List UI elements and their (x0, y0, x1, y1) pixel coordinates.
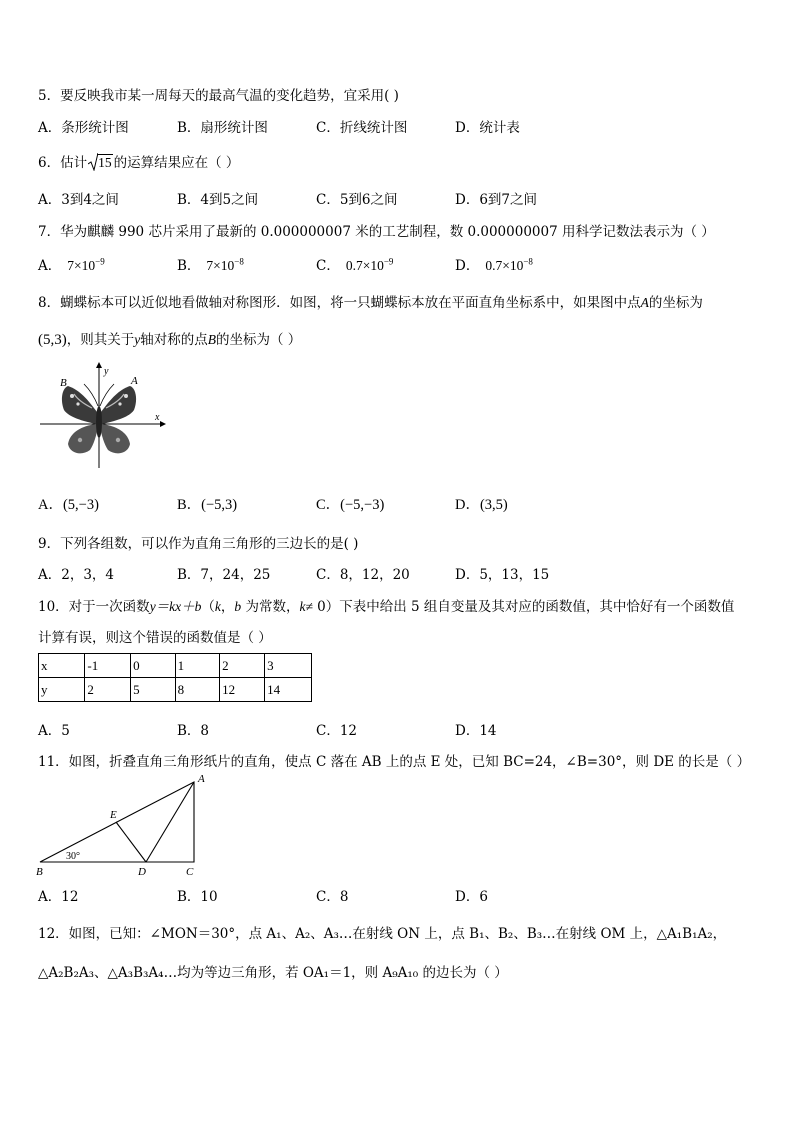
q7-stem: 7．华为麒麟 990 芯片采用了最新的 0.000000007 米的工艺制程，数 0.000000007 用科学记数法表示为（ ） (38, 224, 715, 240)
q11-option-c[interactable]: C．8 (316, 889, 349, 905)
table-cell: 8 (175, 678, 220, 702)
option-prefix: D． (455, 258, 480, 274)
fig-label-b: B (60, 377, 67, 389)
butterfly-figure (38, 360, 168, 470)
q6-option-d[interactable]: D．6到7之间 (455, 192, 538, 208)
axis-label: y (134, 332, 141, 347)
table-row-x (39, 654, 312, 678)
point-a-label: A (640, 295, 649, 310)
fig-label-a: A (198, 773, 205, 785)
table-cell: 5 (131, 678, 176, 702)
mantissa: 7 (206, 258, 214, 273)
q6-option-a[interactable]: A．3到4之间 (38, 192, 119, 208)
option-prefix: B． (177, 258, 201, 274)
fig-label-c: C (186, 866, 194, 878)
q10-stem-line1 (38, 595, 734, 615)
option-prefix: C． (316, 258, 340, 274)
q7-option-b[interactable]: B． $7\times 10^{-8}$ (177, 256, 244, 274)
table-cell: 2 (220, 654, 265, 678)
x-axis-arrow-icon (160, 421, 166, 427)
q5-option-a[interactable]: A．条形统计图 (38, 120, 129, 136)
q9-option-b[interactable]: B．7，24，25 (177, 567, 271, 583)
q5-stem: 5．要反映我市某一周每天的最高气温的变化趋势，宜采用( ) (38, 88, 399, 104)
q10-text: 为常数， (241, 599, 300, 615)
mantissa: 0.7 (485, 258, 503, 273)
q11-option-b[interactable]: B．10 (177, 889, 218, 905)
q5-option-d[interactable]: D．统计表 (455, 120, 520, 136)
q11-option-d[interactable]: D．6 (455, 889, 488, 905)
q8-stem-line2 (38, 328, 301, 349)
q10-option-a[interactable]: A．5 (38, 723, 70, 739)
var-k: k (214, 599, 221, 614)
option-prefix: A． (38, 258, 62, 274)
angle-label: 30° (66, 851, 80, 862)
segment-ed (116, 822, 146, 862)
q8-option-a[interactable]: A．(5,−3) (38, 497, 99, 513)
radical-sign-icon (88, 153, 98, 171)
table-cell: 1 (175, 654, 220, 678)
k-not-equal: k≠ (299, 599, 313, 614)
q8-text: 的坐标为（ ） (216, 332, 302, 348)
q9-option-d[interactable]: D．5，13，15 (455, 567, 550, 583)
q7-option-d[interactable]: D． $0.7\times 10^{-8}$ (455, 256, 533, 274)
q8-text: 轴对称的点 (140, 332, 208, 348)
table-cell: 0 (131, 654, 176, 678)
fig-label-d: D (138, 866, 146, 878)
q12-stem-line1: 12．如图，已知：∠MON＝30°，点 A₁、A₂、A₃…在射线 ON 上，点 B₁、B₂、B₃…在射线 OM 上，△A₁B₁A₂， (38, 926, 727, 942)
q10-text: （ (201, 599, 215, 615)
q8-option-d[interactable]: D．(3,5) (455, 497, 508, 513)
q8-text: 的坐标为 (648, 295, 703, 311)
y-axis-arrow-icon (96, 362, 102, 368)
table-cell: 2 (85, 678, 131, 702)
mantissa: 7 (67, 258, 74, 273)
q10-option-d[interactable]: D．14 (455, 723, 497, 739)
value-table (38, 653, 312, 702)
fig-label-e: E (110, 809, 117, 821)
q7-option-a[interactable]: A． $7\times 10^{-9}$ (38, 256, 105, 274)
q8-text: 8．蝴蝶标本可以近似地看做轴对称图形．如图，将一只蝴蝶标本放在平面直角坐标系中，如果图中点 (38, 295, 641, 311)
q10-text: 10．对于一次函数 (38, 599, 150, 615)
q12-stem-line2: △A₂B₂A₃、△A₃B₃A₄…均为等边三角形，若 OA₁＝1，则 A₉A₁₀ 的边长为（ ） (38, 965, 508, 981)
point-b-label: B (207, 332, 216, 347)
triangle-abc (40, 782, 194, 862)
mantissa: 0.7 (345, 258, 363, 273)
folded-triangle-figure (34, 770, 214, 880)
q9-option-c[interactable]: C．8，12，20 (316, 567, 410, 583)
q6-stem-after: 的运算结果应在（ ） (113, 155, 240, 171)
var-b: b (234, 599, 242, 614)
q10-text: 0）下表中给出 5 组自变量及其对应的函数值，其中恰好有一个函数值 (312, 599, 735, 615)
q7-option-c[interactable]: C． $0.7\times 10^{-9}$ (316, 256, 394, 274)
q9-option-a[interactable]: A．2，3，4 (38, 567, 115, 583)
function-expression: y＝kx＋b (149, 599, 202, 614)
table-cell: 3 (265, 654, 312, 678)
q10-option-b[interactable]: B．8 (177, 723, 210, 739)
table-row-y (39, 678, 312, 702)
exponent: −8 (523, 256, 533, 267)
q9-stem: 9．下列各组数，可以作为直角三角形的三边长的是( ) (38, 536, 359, 552)
q6-stem (38, 151, 239, 171)
exponent: −9 (383, 256, 394, 267)
exponent: −9 (95, 256, 105, 267)
q8-stem-line1 (38, 291, 703, 311)
q8-option-c[interactable]: C．(−5,−3) (316, 497, 385, 513)
q10-text: ， (220, 599, 235, 615)
q5-option-b[interactable]: B．扇形统计图 (177, 120, 268, 136)
sqrt-argument: 15 (98, 155, 112, 170)
q8-text: ，则其关于 (66, 332, 135, 348)
fig-label-x: x (155, 412, 160, 423)
table-cell: -1 (85, 654, 131, 678)
sqrt-expression (88, 155, 113, 171)
fig-label-a: A (131, 375, 138, 387)
table-cell: y (39, 678, 85, 702)
fig-label-b: B (36, 866, 43, 878)
table-cell: 14 (265, 678, 312, 702)
q11-option-a[interactable]: A．12 (38, 889, 79, 905)
table-cell: 12 (220, 678, 265, 702)
table-cell: x (39, 654, 85, 678)
exponent: −8 (234, 256, 244, 267)
fig-label-y: y (104, 366, 109, 377)
q10-stem-line2: 计算有误，则这个错误的函数值是（ ） (38, 630, 272, 646)
q5-option-c[interactable]: C．折线统计图 (316, 120, 408, 136)
q8-option-b[interactable]: B．(−5,3) (177, 497, 238, 513)
coordinate: (5,3) (38, 332, 67, 348)
q6-option-b[interactable]: B．4到5之间 (177, 192, 259, 208)
q6-option-c[interactable]: C．5到6之间 (316, 192, 398, 208)
q10-option-c[interactable]: C．12 (316, 723, 358, 739)
q6-stem-before: 6．估计 (38, 155, 88, 171)
q11-stem: 11．如图，折叠直角三角形纸片的直角，使点 C 落在 AB 上的点 E 处，已知 BC=24，∠B=30°，则 DE 的长是（ ） (38, 754, 751, 770)
